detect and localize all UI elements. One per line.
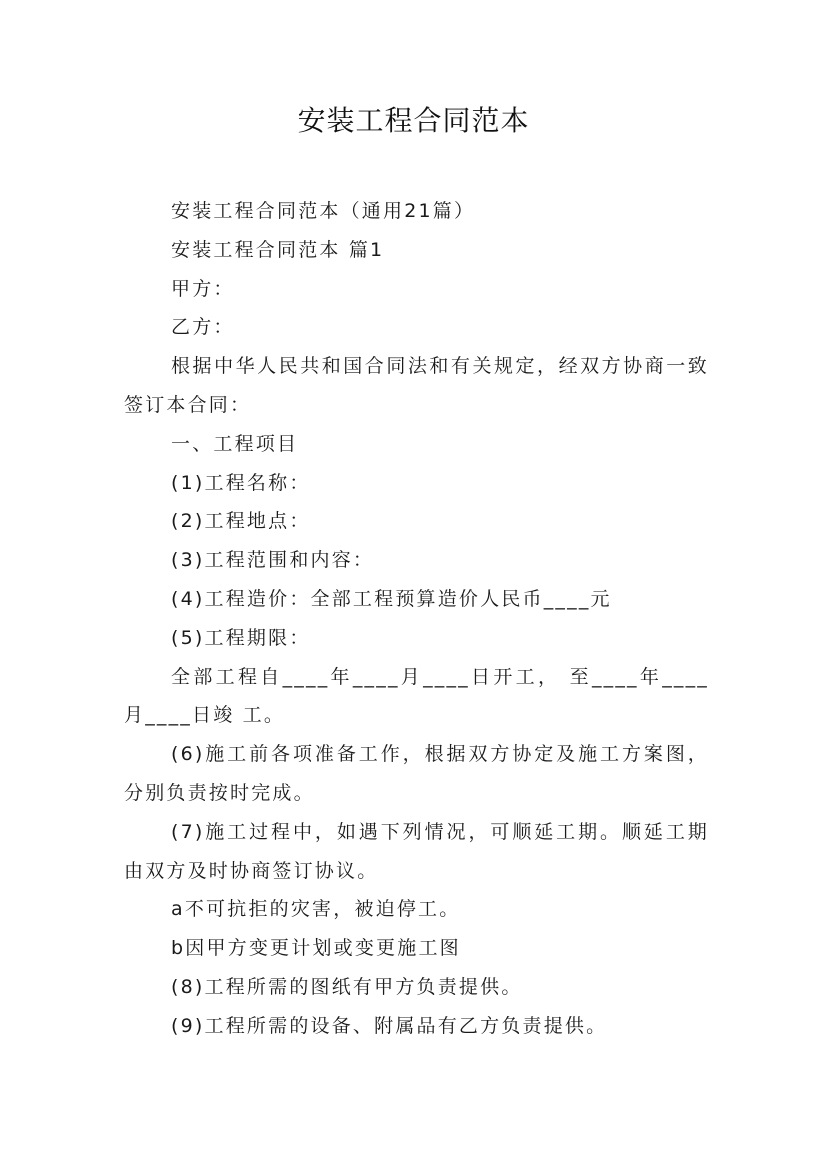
paragraph-party-b: 乙方： [171,316,235,339]
paragraph-item-7: (7)施工过程中，如遇下列情况，可顺延工期。顺延工期由双方及时协商签订协议。 [124,820,709,882]
paragraph-item-8: (8)工程所需的图纸有甲方负责提供。 [171,975,523,998]
paragraph-party-a: 甲方： [171,277,235,300]
paragraph-case-a: a不可抗拒的灾害，被迫停工。 [171,898,461,921]
paragraph-item-5: (5)工程期限： [171,626,311,649]
paragraph-item-4: (4)工程造价：全部工程预算造价人民币____元 [171,587,612,610]
paragraph-case-b: b因甲方变更计划或变更施工图 [171,937,461,960]
paragraph-item-2: (2)工程地点： [171,510,311,533]
paragraph-item-3: (3)工程范围和内容： [171,549,375,572]
paragraph-item-9: (9)工程所需的设备、附属品有乙方负责提供。 [171,1014,608,1037]
document-body [124,192,709,1046]
document-title: 安装工程合同范本 [297,104,530,137]
paragraph-section-heading: 安装工程合同范本 篇1 [171,238,385,261]
paragraph-item-1: (1)工程名称： [171,471,311,494]
paragraph-schedule: 全部工程自____年____月____日开工， 至____年____月____日竣 工。 [124,665,709,727]
paragraph-item-6: (6)施工前各项准备工作，根据双方协定及施工方案图，分别负责按时完成。 [124,743,709,804]
paragraph-clause-heading: 一、工程项目 [171,432,299,455]
paragraph-preamble: 根据中华人民共和国合同法和有关规定，经双方协商一致签订本合同： [124,355,709,416]
paragraph-subtitle: 安装工程合同范本（通用21篇） [171,200,476,222]
